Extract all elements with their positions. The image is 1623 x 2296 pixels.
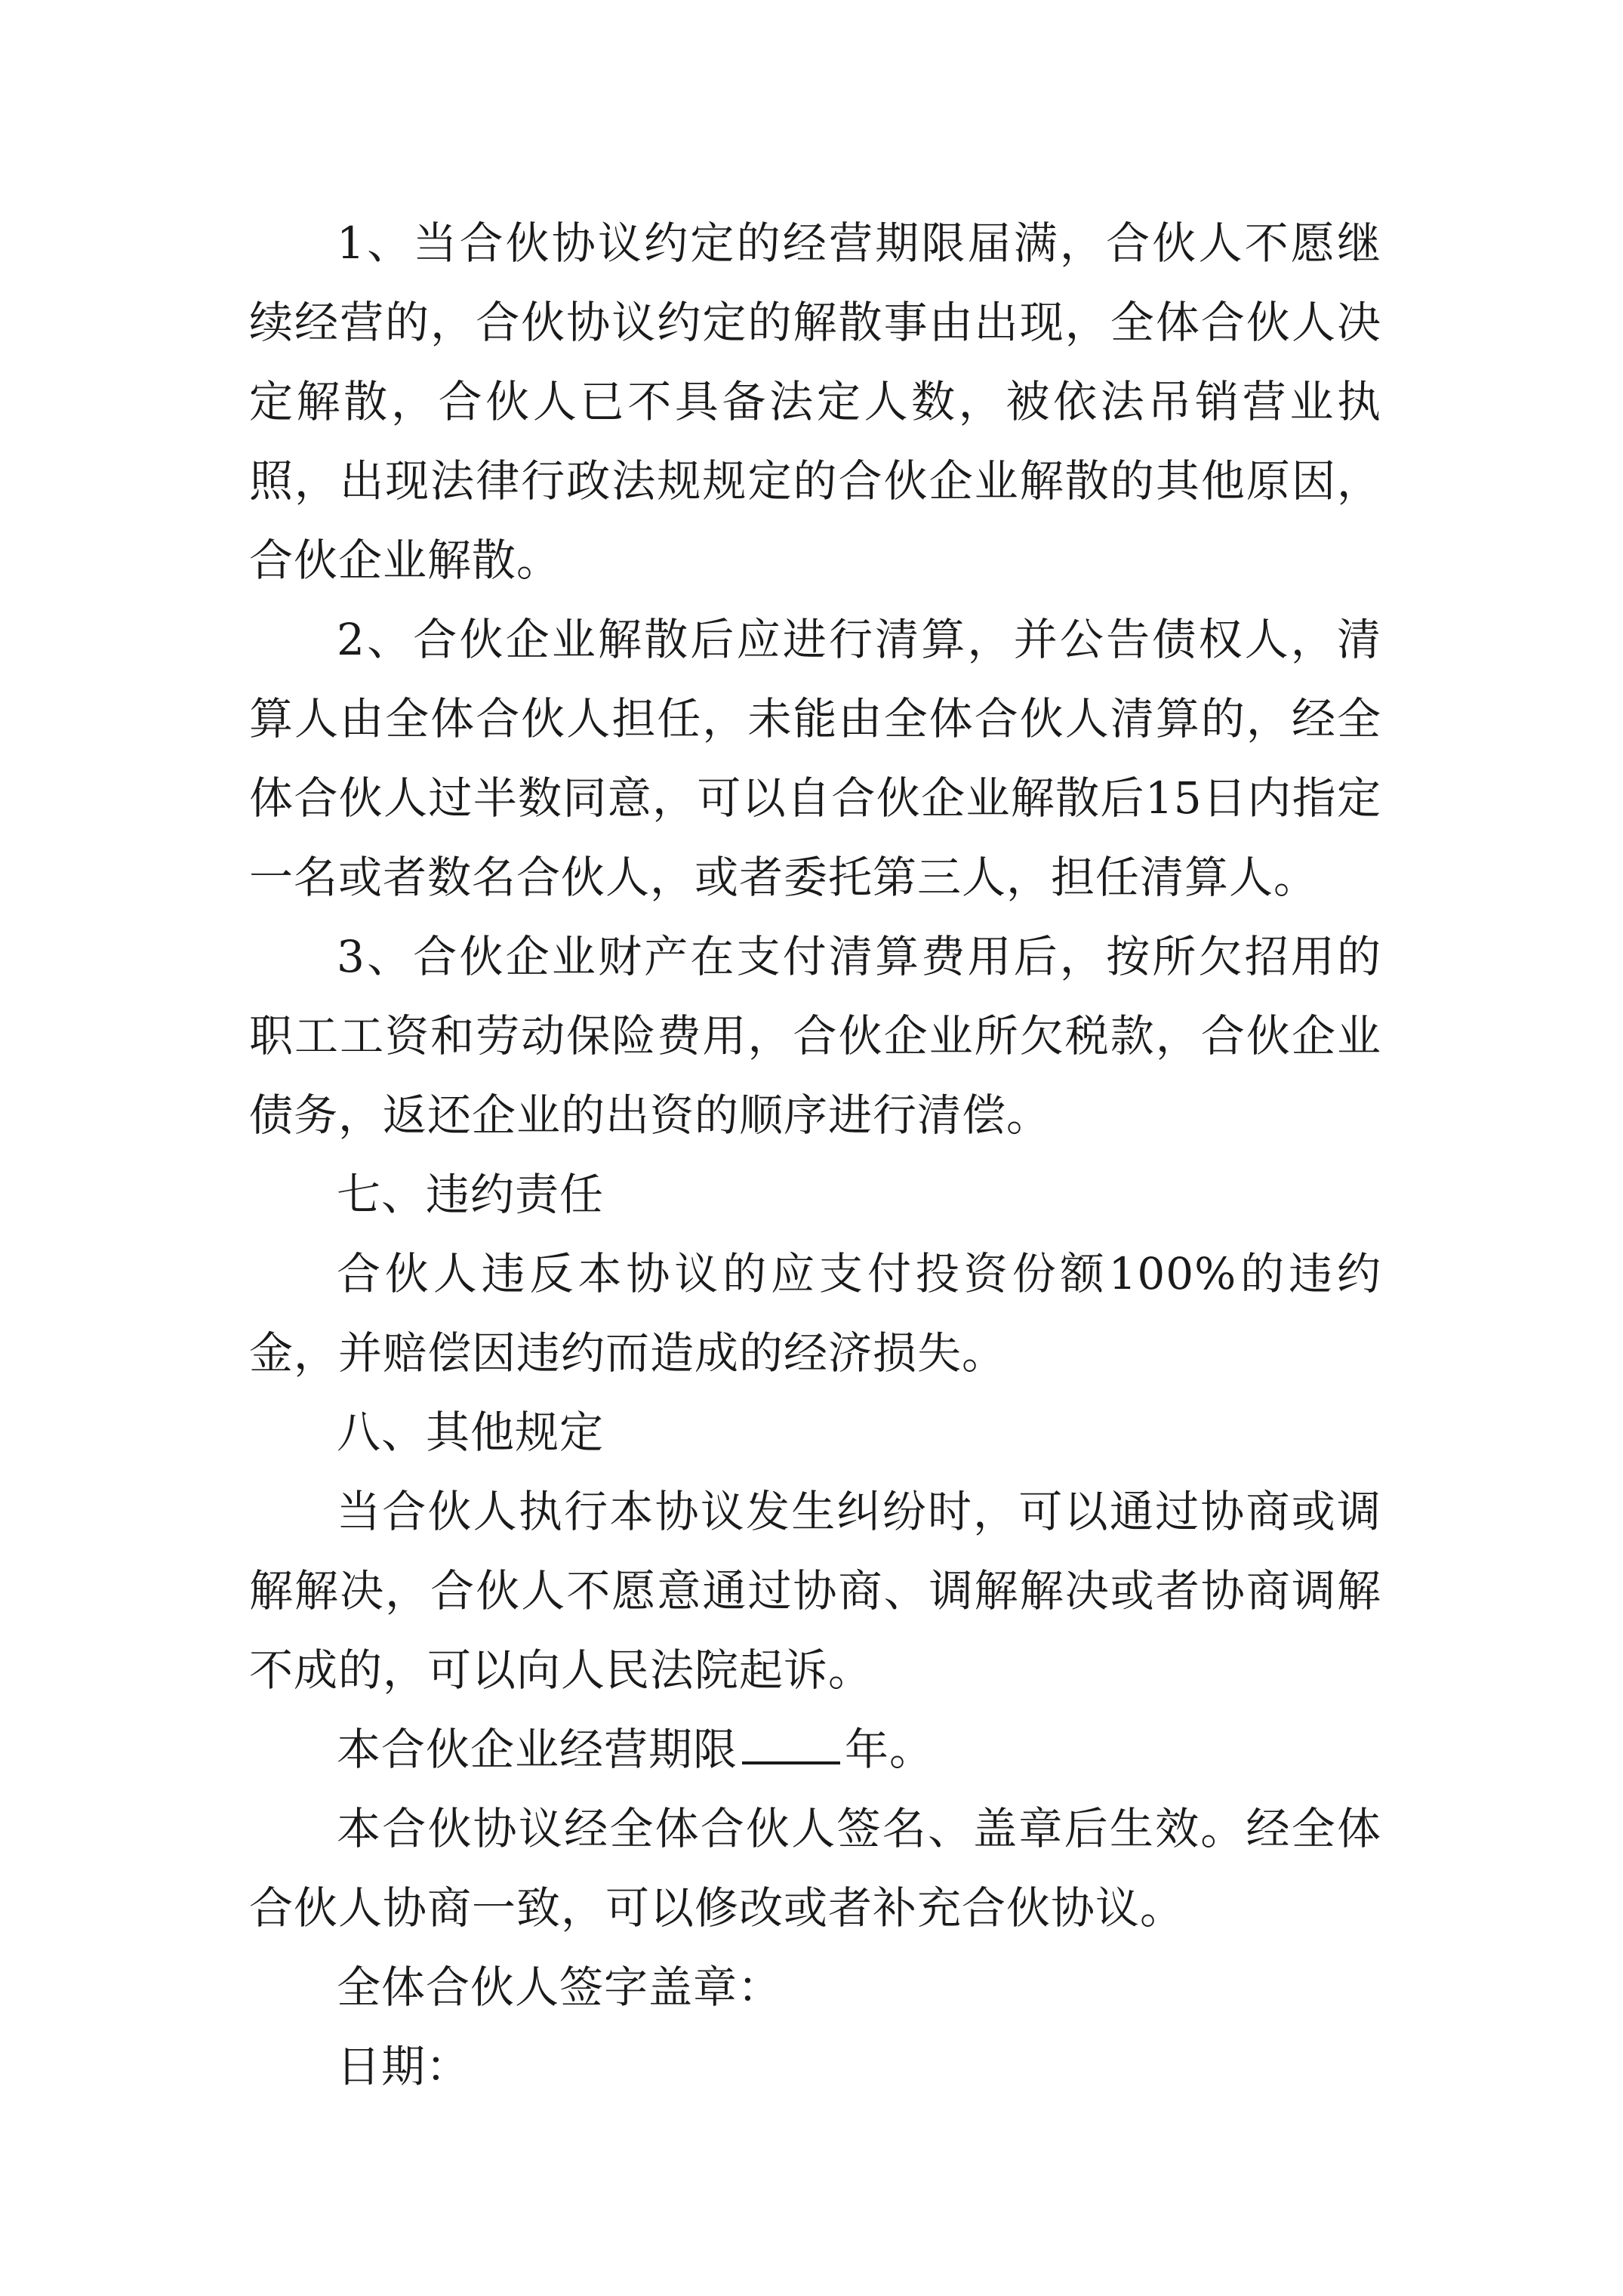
date-label: 日期： <box>337 2041 471 2092</box>
section-seven-body: 合伙人违反本协议的应支付投资份额100%的违约金，并赔偿因违约而造成的经济损失。 <box>249 1248 1381 1379</box>
term-years-blank <box>742 1715 840 1764</box>
term-suffix: 年。 <box>845 1724 935 1775</box>
term-prefix: 本合伙企业经营期限 <box>337 1724 738 1775</box>
section-seven-heading: 七、违约责任 <box>337 1169 605 1220</box>
partners-signature-label: 全体合伙人签字盖章： <box>337 1962 783 2013</box>
section-eight-heading: 八、其他规定 <box>337 1407 605 1458</box>
document-body <box>249 204 1381 2106</box>
dispute-clause: 当合伙人执行本协议发生纠纷时，可以通过协商或调解解决，合伙人不愿意通过协商、调解解决或者协商调解不成的，可以向人民法院起诉。 <box>249 1486 1381 1696</box>
clause-dissolution-3: 3、合伙企业财产在支付清算费用后，按所欠招用的职工工资和劳动保险费用，合伙企业所欠税款，合伙企业债务，返还企业的出资的顺序进行清偿。 <box>249 931 1381 1141</box>
clause-dissolution-1: 1、当合伙协议约定的经营期限届满，合伙人不愿继续经营的，合伙协议约定的解散事由出现，全体合伙人决定解散，合伙人已不具备法定人数，被依法吊销营业执照，出现法律行政法规规定的合伙企业解散的其他原因，合伙企业解散。 <box>249 217 1381 586</box>
effect-clause: 本合伙协议经全体合伙人签名、盖章后生效。经全体合伙人协商一致，可以修改或者补充合伙协议。 <box>249 1803 1381 1934</box>
term-clause <box>249 1710 1381 1789</box>
clause-dissolution-2: 2、合伙企业解散后应进行清算，并公告债权人，清算人由全体合伙人担任，未能由全体合伙人清算的，经全体合伙人过半数同意，可以自合伙企业解散后15日内指定一名或者数名合伙人，或者委托第三人，担任清算人。 <box>249 614 1381 903</box>
